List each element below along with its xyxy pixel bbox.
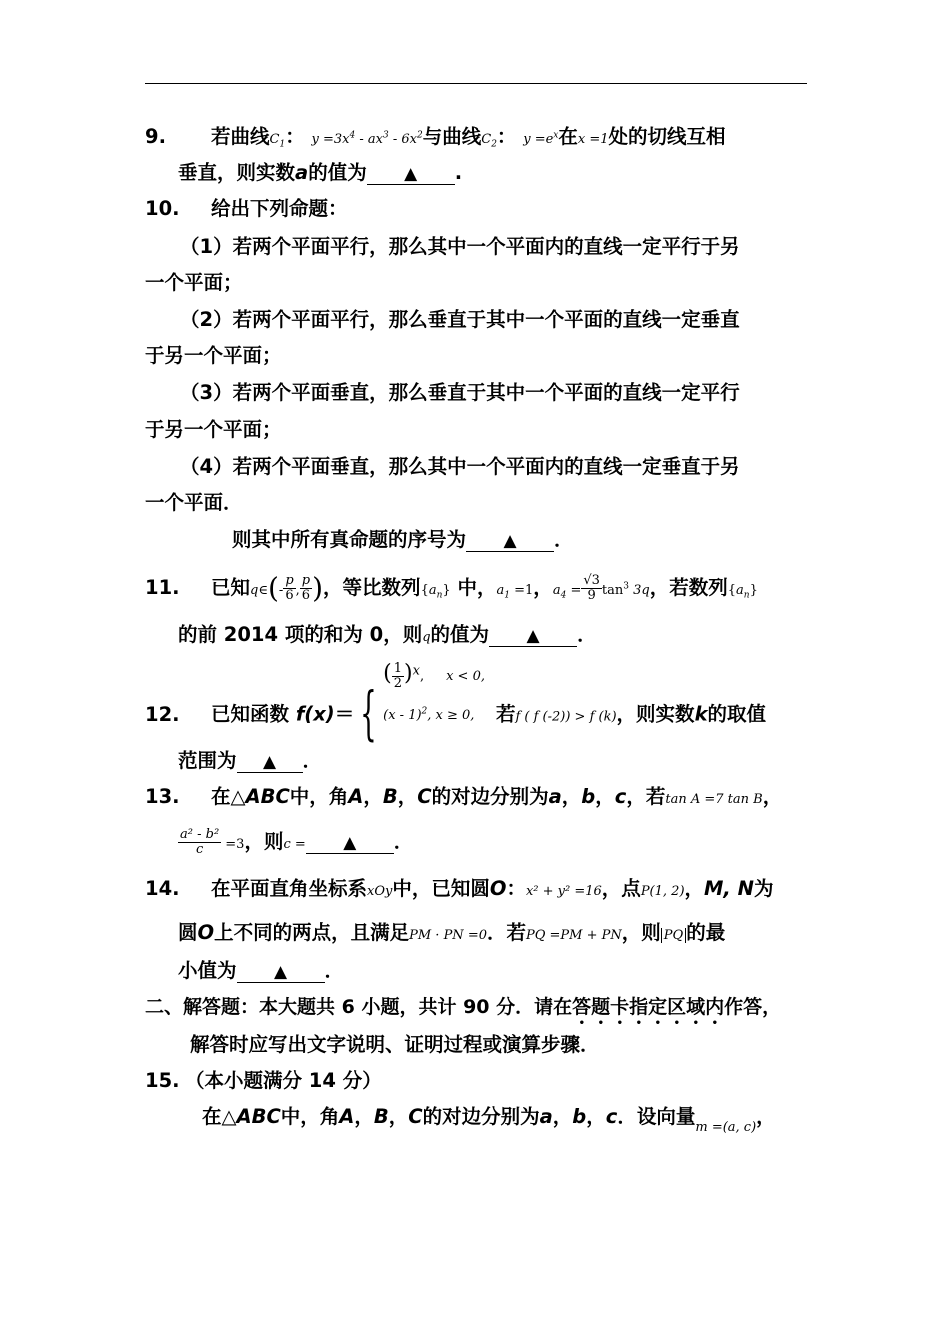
question-11-line-2: 的前 2014 项的和为 0，则q的值为 ▲ ． — [178, 623, 597, 646]
question-9-line-1: 9. 若曲线$C_1$： $y =3x^4 - ax^3 - 6x^2$与曲线$C_2$： $y =e^x$在x =1处的切线互相 — [145, 125, 726, 150]
proposition-3: （3）若两个平面垂直，那么垂直于其中一个平面的直线一定平行 — [180, 381, 740, 404]
question-number: 9. — [145, 125, 166, 148]
question-13-line-2: $\frac{\text{a² - b²}}{c}$ =3，则c = ▲ ． — [180, 827, 414, 857]
answer-blank[interactable] — [367, 162, 455, 185]
question-15-line-1: 在△ABC中，角A，B，C的对边分别为a，b，c．设向量$_{m =(a, c)}$， — [202, 1105, 776, 1135]
question-11-line-1: 11. 已知q∈(- $\frac{p}{6}$ , $\frac{p}{6}$ )，等比数列$\{a_n\}$ 中，$a_1 =1$，$a_4$ = $\frac{√3}{9}$ $\tan^3 3q$，若数列$\{a_n\}$ — [145, 571, 758, 605]
question-10-intro: 10. 给出下列命题： — [145, 197, 348, 220]
question-9-line-2: 垂直，则实数a的值为 ▲ . — [178, 161, 463, 184]
question-number: 12. — [145, 702, 180, 726]
question-number: 11. — [145, 576, 180, 599]
question-14-line-3: 小值为 ▲ ． — [178, 959, 345, 982]
question-12-line-2: 范围为 ▲ ． — [178, 749, 323, 772]
curve-2-equation: $y =e^x$ — [523, 130, 559, 147]
answer-blank[interactable] — [489, 624, 577, 647]
triangle-icon: ▲ — [526, 626, 540, 646]
answer-blank[interactable] — [466, 529, 554, 552]
question-15-header: 15. （本小题满分 14 分） — [145, 1069, 382, 1092]
question-14-line-1: 14. 在平面直角坐标系xOy中，已知圆O：x² + y² =16，点P(1, 2)，M, N为 — [145, 877, 774, 900]
question-14-line-2: 圆O上不同的两点，且满足PM · PN =0．若PQ =PM + PN，则 PQ 的最 — [178, 921, 726, 944]
answer-blank[interactable] — [237, 750, 303, 773]
proposition-1: （1）若两个平面平行，那么其中一个平面内的直线一定平行于另 — [180, 235, 740, 258]
question-12-line-1: 12. 已知函数 f(x)＝ { ( $\frac{1}{2}$ )$^x$, x < 0, (x - 1)$^2$, x ≥ 0, 若f ( f (-2)) > f (k)，则实数k的取值 — [145, 661, 767, 747]
curve-1-equation: $y =3x^4 - ax^3 - 6x^2$ — [311, 130, 423, 147]
header-rule — [145, 83, 807, 84]
proposition-2: （2）若两个平面平行，那么垂直于其中一个平面的直线一定垂直 — [180, 308, 740, 331]
answer-blank[interactable] — [237, 960, 325, 983]
triangle-icon: ▲ — [273, 962, 288, 982]
triangle-icon: ▲ — [404, 164, 418, 184]
triangle-icon: ▲ — [262, 752, 277, 772]
question-10-ask: 则其中所有真命题的序号为 ▲ ． — [232, 528, 574, 551]
question-13-line-1: 13. 在△ABC中，角A，B，C的对边分别为a，b，c，若tan A =7 tan B， — [145, 785, 783, 808]
proposition-4: （4）若两个平面垂直，那么其中一个平面内的直线一定垂直于另 — [180, 455, 740, 478]
triangle-icon: ▲ — [343, 833, 357, 853]
piecewise-cases: ( $\frac{1}{2}$ )$^x$, x < 0, (x - 1)$^2$, x ≥ 0, — [383, 661, 485, 723]
question-number: 13. — [145, 785, 180, 808]
section-2-instructions: 解答时应写出文字说明、证明过程或演算步骤． — [190, 1033, 600, 1056]
triangle-icon: ▲ — [503, 531, 517, 551]
question-number: 15. — [145, 1069, 180, 1092]
answer-blank[interactable] — [306, 831, 394, 854]
question-number: 14. — [145, 877, 180, 900]
question-number: 10. — [145, 197, 180, 220]
section-2-heading: 二、解答题：本大题共 6 小题，共计 90 分．请在答题卡指定区域内作答， — [145, 996, 782, 1018]
